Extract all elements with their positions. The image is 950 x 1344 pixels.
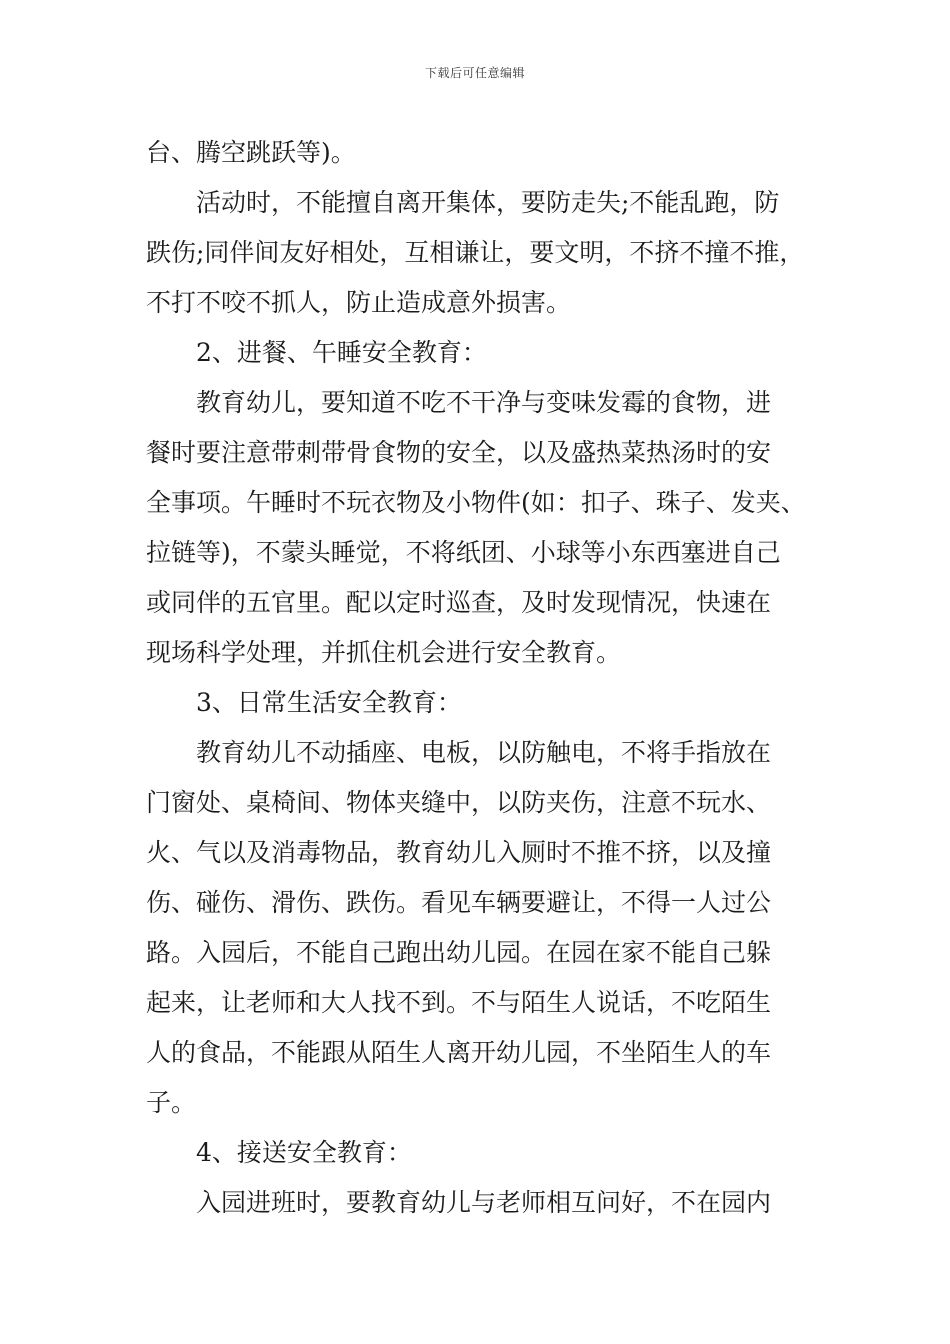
page-header: 下载后可任意编辑	[424, 66, 525, 80]
text-line: 火、气以及消毒物品，教育幼儿入厕时不推不挤，以及撞	[146, 838, 772, 867]
section-heading: 3、日常生活安全教育：	[196, 688, 462, 717]
document-body	[146, 128, 826, 1228]
text-line: 台、腾空跳跃等)。	[146, 138, 356, 167]
text-line: 全事项。午睡时不玩衣物及小物件(如：扣子、珠子、发夹、	[146, 488, 806, 517]
text-line: 教育幼儿，要知道不吃不干净与变味发霉的食物，进	[196, 388, 772, 417]
text-line: 伤、碰伤、滑伤、跌伤。看见车辆要避让，不得一人过公	[146, 888, 772, 917]
text-line: 入园进班时，要教育幼儿与老师相互问好，不在园内	[196, 1188, 772, 1217]
text-line: 现场科学处理，并抓住机会进行安全教育。	[146, 638, 622, 667]
text-line: 跌伤;同伴间友好相处，互相谦让，要文明，不挤不撞不推，	[146, 238, 805, 267]
text-line: 拉链等)，不蒙头睡觉，不将纸团、小球等小东西塞进自己	[146, 538, 781, 567]
text-line: 路。入园后，不能自己跑出幼儿园。在园在家不能自己躲	[146, 938, 772, 967]
text-line: 人的食品，不能跟从陌生人离开幼儿园，不坐陌生人的车	[146, 1038, 772, 1067]
text-line: 起来，让老师和大人找不到。不与陌生人说话，不吃陌生	[146, 988, 772, 1017]
section-heading: 2、进餐、午睡安全教育：	[196, 338, 487, 367]
text-line: 或同伴的五官里。配以定时巡查，及时发现情况，快速在	[146, 588, 772, 617]
text-line: 教育幼儿不动插座、电板，以防触电，不将手指放在	[196, 738, 772, 767]
text-line: 子。	[146, 1088, 197, 1117]
text-line: 门窗处、桌椅间、物体夹缝中，以防夹伤，注意不玩水、	[146, 788, 772, 817]
text-line: 餐时要注意带刺带骨食物的安全，以及盛热菜热汤时的安	[146, 438, 772, 467]
text-line: 不打不咬不抓人，防止造成意外损害。	[146, 288, 572, 317]
section-heading: 4、接送安全教育：	[196, 1138, 412, 1167]
text-line: 活动时，不能擅自离开集体，要防走失;不能乱跑，防	[196, 188, 780, 217]
